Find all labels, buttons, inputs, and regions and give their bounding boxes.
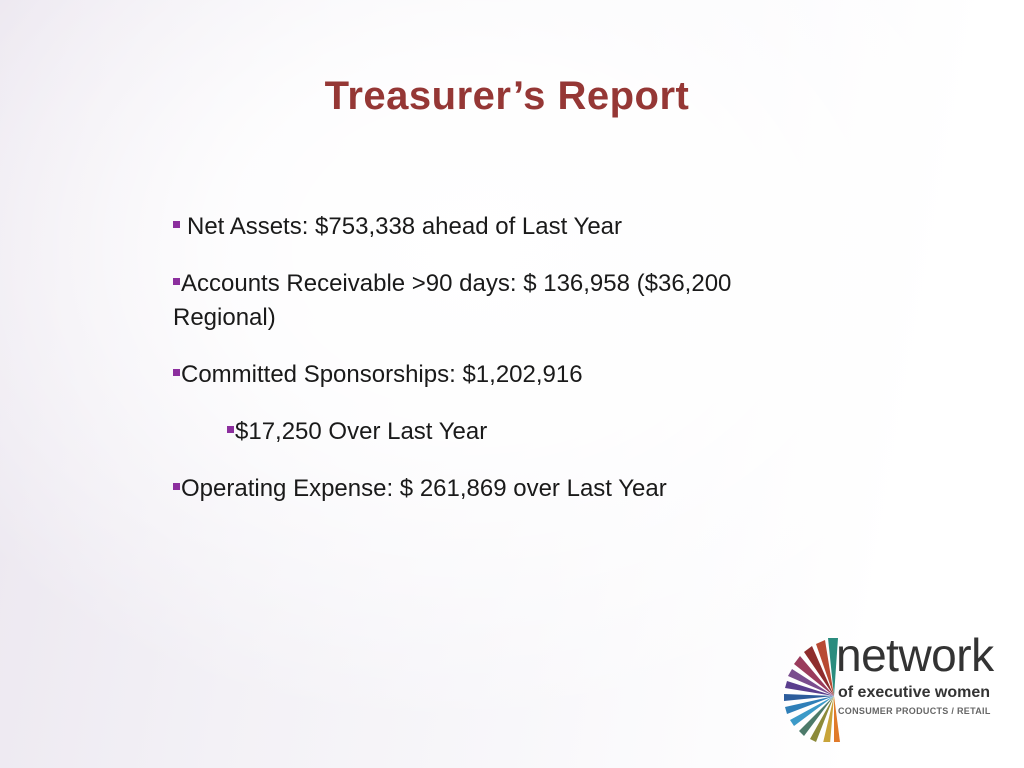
sub-bullet-over-last-year xyxy=(227,415,793,449)
bullet-text: $17,250 Over Last Year xyxy=(235,418,488,445)
network-of-executive-women-logo xyxy=(784,629,994,742)
bullet-list xyxy=(173,210,793,529)
logo-subtagline: CONSUMER PRODUCTS / RETAIL xyxy=(838,706,991,716)
bullet-accounts-receivable xyxy=(173,267,793,335)
bullet-operating-expense xyxy=(173,472,793,506)
bullet-text: Operating Expense: $ 261,869 over Last Year xyxy=(181,475,667,502)
square-bullet-icon xyxy=(173,369,180,376)
bullet-committed-sponsorships xyxy=(173,358,793,392)
starburst-logo-icon xyxy=(784,636,840,742)
slide-title: Treasurer’s Report xyxy=(324,74,690,118)
bullet-text: Accounts Receivable >90 days: $ 136,958 ($36,200 Regional) xyxy=(173,270,732,331)
bullet-text: Net Assets: $753,338 ahead of Last Year xyxy=(187,213,622,240)
square-bullet-icon xyxy=(173,221,180,228)
square-bullet-icon xyxy=(173,483,180,490)
logo-wordmark: network xyxy=(836,629,994,681)
square-bullet-icon xyxy=(227,426,234,433)
logo-tagline: of executive women xyxy=(838,684,991,701)
bullet-net-assets xyxy=(173,210,793,244)
bullet-text: Committed Sponsorships: $1,202,916 xyxy=(181,361,583,388)
square-bullet-icon xyxy=(173,278,180,285)
